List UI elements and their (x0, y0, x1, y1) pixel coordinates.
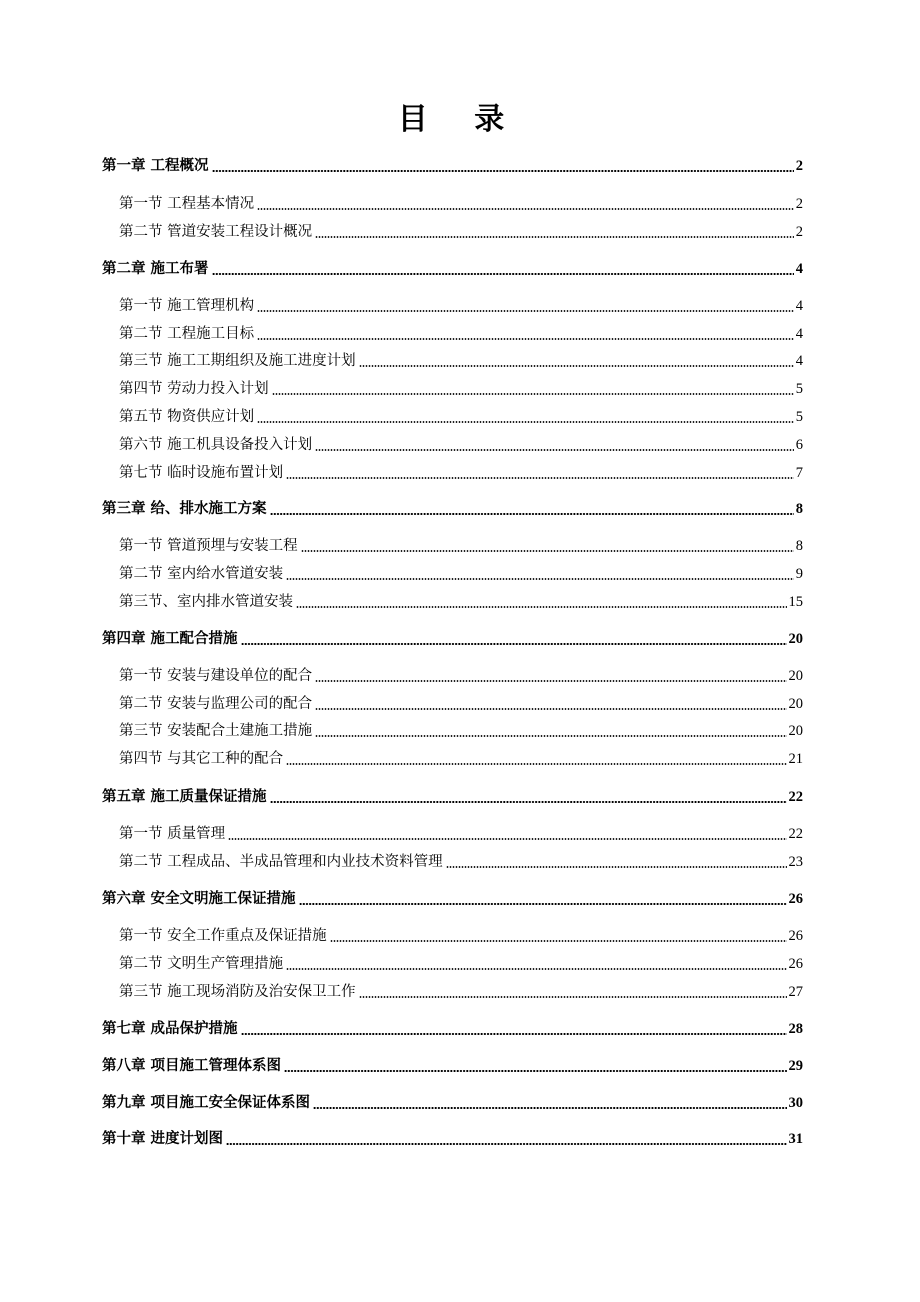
toc-entry-section[interactable] (119, 459, 803, 483)
table-of-contents (102, 0, 803, 1302)
toc-entry-page: 22 (788, 789, 803, 805)
toc-entry-chapter-1[interactable] (102, 152, 803, 176)
toc-entry-page: 20 (788, 631, 803, 647)
toc-title: 目 录 (397, 102, 523, 137)
toc-entry-label: 第一章 工程概况 (102, 157, 209, 174)
toc-entry-page: 20 (788, 696, 803, 712)
toc-entry-section[interactable] (119, 218, 803, 242)
toc-entry-label: 第七章 成品保护措施 (102, 1020, 238, 1037)
dot-leader (315, 449, 794, 451)
toc-entry-label: 第八章 项目施工管理体系图 (102, 1057, 282, 1074)
toc-entry-label: 第三章 给、排水施工方案 (102, 500, 267, 517)
dot-leader (257, 338, 794, 340)
dot-leader (359, 996, 787, 998)
toc-entry-chapter-5[interactable] (102, 783, 803, 807)
toc-entry-page: 29 (788, 1058, 803, 1074)
toc-entry-page: 9 (795, 566, 803, 582)
toc-entry-chapter-10[interactable] (102, 1125, 803, 1149)
toc-entry-section[interactable] (119, 978, 803, 1002)
toc-entry-page: 20 (788, 723, 803, 739)
dot-leader (315, 680, 786, 682)
toc-entry-chapter-8[interactable] (102, 1052, 803, 1076)
dot-leader (270, 801, 787, 803)
dot-leader (446, 866, 787, 868)
toc-entry-section[interactable] (119, 690, 803, 714)
toc-entry-label: 第九章 项目施工安全保证体系图 (102, 1094, 311, 1111)
toc-entry-section[interactable] (119, 347, 803, 371)
toc-entry-page: 6 (795, 437, 803, 453)
toc-entry-label: 第二节 工程施工目标 (119, 326, 255, 342)
dot-leader (296, 606, 787, 608)
dot-leader (212, 170, 794, 172)
toc-entry-label: 第六节 施工机具设备投入计划 (119, 437, 313, 453)
toc-entry-section[interactable] (119, 320, 803, 344)
dot-leader (257, 421, 794, 423)
toc-entry-page: 30 (788, 1095, 803, 1111)
toc-entry-page: 15 (788, 594, 803, 610)
toc-entry-chapter-3[interactable] (102, 495, 803, 519)
toc-entry-label: 第三节 施工工期组织及施工进度计划 (119, 353, 356, 369)
dot-leader (228, 838, 786, 840)
dot-leader (330, 940, 787, 942)
toc-entry-label: 第三节、室内排水管道安装 (119, 594, 293, 610)
toc-entry-page: 20 (788, 668, 803, 684)
dot-leader (272, 393, 794, 395)
toc-entry-section[interactable] (119, 950, 803, 974)
dot-leader (313, 1107, 786, 1109)
toc-entry-chapter-2[interactable] (102, 255, 803, 279)
toc-entry-section[interactable] (119, 662, 803, 686)
toc-entry-label: 第六章 安全文明施工保证措施 (102, 890, 296, 907)
toc-entry-page: 8 (795, 538, 803, 554)
toc-entry-label: 第四章 施工配合措施 (102, 630, 238, 647)
toc-entry-page: 28 (788, 1021, 803, 1037)
dot-leader (212, 273, 794, 275)
toc-entry-label: 第二节 安装与监理公司的配合 (119, 696, 313, 712)
toc-entry-page: 27 (788, 984, 803, 1000)
toc-entry-page: 8 (795, 501, 803, 517)
toc-entry-label: 第四节 与其它工种的配合 (119, 751, 284, 767)
toc-entry-section[interactable] (119, 375, 803, 399)
toc-entry-section[interactable] (119, 190, 803, 214)
toc-entry-label: 第五章 施工质量保证措施 (102, 788, 267, 805)
toc-entry-section[interactable] (119, 820, 803, 844)
toc-entry-section[interactable] (119, 292, 803, 316)
toc-entry-page: 2 (795, 158, 803, 174)
toc-entry-label: 第二节 管道安装工程设计概况 (119, 224, 313, 240)
toc-entry-chapter-9[interactable] (102, 1089, 803, 1113)
toc-entry-page: 22 (788, 826, 803, 842)
toc-entry-section[interactable] (119, 745, 803, 769)
toc-entry-label: 第四节 劳动力投入计划 (119, 381, 269, 397)
toc-entry-page: 21 (788, 751, 803, 767)
dot-leader (286, 763, 786, 765)
toc-entry-page: 7 (795, 465, 803, 481)
dot-leader (359, 365, 794, 367)
toc-entry-label: 第一节 安装与建设单位的配合 (119, 668, 313, 684)
dot-leader (270, 513, 794, 515)
toc-entry-section[interactable] (119, 848, 803, 872)
toc-entry-page: 5 (795, 381, 803, 397)
dot-leader (286, 578, 794, 580)
toc-entry-section[interactable] (119, 431, 803, 455)
toc-entry-label: 第一节 管道预埋与安装工程 (119, 538, 298, 554)
toc-entry-label: 第二节 工程成品、半成品管理和内业技术资料管理 (119, 854, 443, 870)
toc-entry-label: 第二章 施工布署 (102, 260, 209, 277)
toc-entry-chapter-4[interactable] (102, 625, 803, 649)
dot-leader (284, 1070, 786, 1072)
toc-entry-section[interactable] (119, 717, 803, 741)
toc-entry-page: 5 (795, 409, 803, 425)
dot-leader (257, 310, 794, 312)
toc-entry-page: 2 (795, 196, 803, 212)
toc-entry-label: 第一节 质量管理 (119, 826, 226, 842)
toc-entry-page: 4 (795, 261, 803, 277)
toc-entry-page: 4 (795, 298, 803, 314)
dot-leader (301, 550, 794, 552)
toc-entry-label: 第一节 施工管理机构 (119, 298, 255, 314)
toc-entry-section[interactable] (119, 403, 803, 427)
toc-entry-label: 第三节 施工现场消防及治安保卫工作 (119, 984, 356, 1000)
dot-leader (241, 643, 787, 645)
toc-entry-section[interactable] (119, 588, 803, 612)
dot-leader (241, 1033, 787, 1035)
toc-entry-label: 第五节 物资供应计划 (119, 409, 255, 425)
dot-leader (315, 735, 786, 737)
toc-entry-page: 2 (795, 224, 803, 240)
toc-entry-page: 26 (788, 928, 803, 944)
toc-entry-chapter-6[interactable] (102, 885, 803, 909)
toc-entry-page: 23 (788, 854, 803, 870)
dot-leader (315, 236, 794, 238)
toc-entry-label: 第七节 临时设施布置计划 (119, 465, 284, 481)
toc-entry-page: 26 (788, 891, 803, 907)
toc-entry-label: 第三节 安装配合土建施工措施 (119, 723, 313, 739)
toc-entry-page: 26 (788, 956, 803, 972)
dot-leader (257, 208, 794, 210)
toc-entry-page: 31 (788, 1131, 803, 1147)
toc-entry-page: 4 (795, 353, 803, 369)
toc-entry-label: 第二节 室内给水管道安装 (119, 566, 284, 582)
dot-leader (299, 903, 787, 905)
toc-entry-page: 4 (795, 326, 803, 342)
toc-entry-label: 第一节 安全工作重点及保证措施 (119, 928, 327, 944)
dot-leader (286, 968, 786, 970)
dot-leader (315, 708, 786, 710)
toc-entry-label: 第一节 工程基本情况 (119, 196, 255, 212)
toc-entry-chapter-7[interactable] (102, 1015, 803, 1039)
dot-leader (286, 477, 794, 479)
toc-entry-section[interactable] (119, 922, 803, 946)
toc-entry-section[interactable] (119, 560, 803, 584)
toc-entry-label: 第二节 文明生产管理措施 (119, 956, 284, 972)
toc-entry-label: 第十章 进度计划图 (102, 1130, 224, 1147)
toc-entry-section[interactable] (119, 532, 803, 556)
dot-leader (226, 1143, 786, 1145)
